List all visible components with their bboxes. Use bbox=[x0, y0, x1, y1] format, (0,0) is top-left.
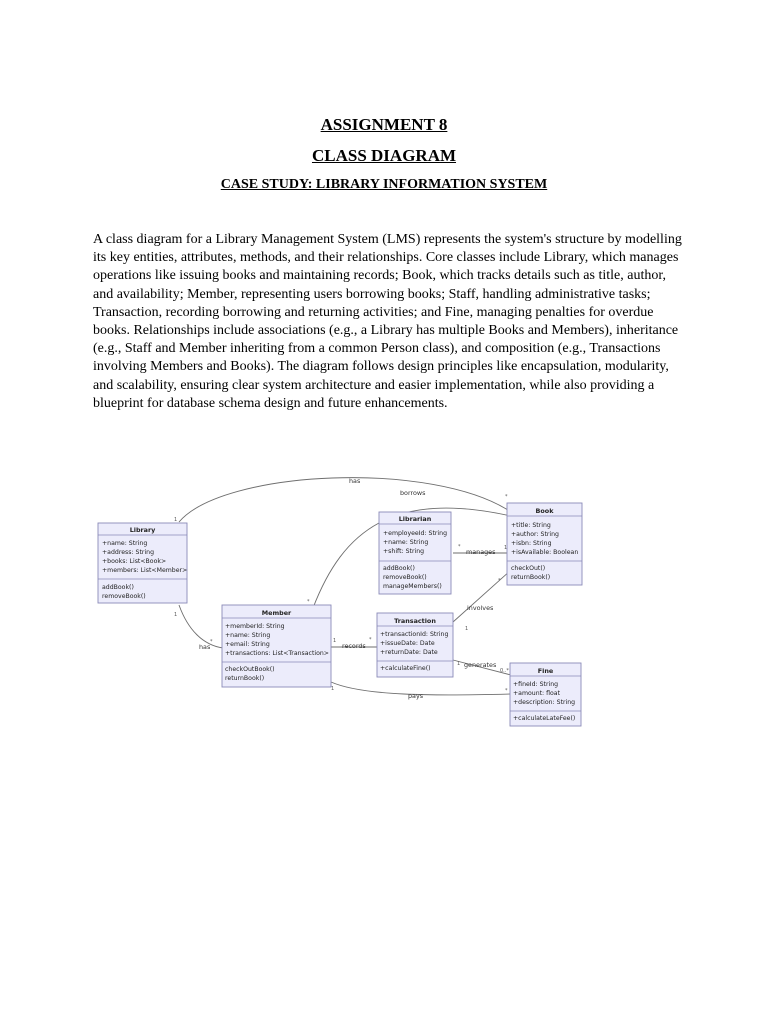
class-name: Librarian bbox=[398, 515, 432, 523]
multiplicity-label: * bbox=[505, 494, 508, 500]
class-attribute: +name: String bbox=[102, 540, 148, 547]
class-method: removeBook() bbox=[383, 574, 427, 581]
multiplicity-label: 1 bbox=[174, 517, 178, 523]
class-name: Fine bbox=[537, 667, 554, 675]
class-box-member bbox=[222, 605, 331, 687]
has-top-line bbox=[179, 478, 511, 522]
multiplicity-label: 1 bbox=[465, 626, 469, 632]
relation-label-records: records bbox=[342, 642, 366, 650]
involves-line bbox=[453, 570, 511, 622]
class-name: Library bbox=[129, 526, 156, 534]
class-diagram bbox=[93, 470, 593, 732]
class-name: Transaction bbox=[394, 617, 436, 625]
class-attribute: +transactionId: String bbox=[380, 631, 449, 638]
multiplicity-label: 1 bbox=[174, 612, 178, 618]
class-attribute: +email: String bbox=[225, 641, 270, 648]
class-method: addBook() bbox=[383, 565, 415, 572]
relation-label-borrows: borrows bbox=[400, 489, 426, 497]
relation-label-has-left: has bbox=[199, 643, 211, 651]
class-attribute: +shift: String bbox=[383, 548, 425, 555]
class-box-library bbox=[98, 523, 187, 603]
case-study-subtitle: CASE STUDY: LIBRARY INFORMATION SYSTEM bbox=[220, 177, 548, 192]
class-name: Member bbox=[261, 609, 292, 617]
class-attribute: +address: String bbox=[102, 549, 155, 556]
relation-label-involves: involves bbox=[467, 604, 494, 612]
class-attribute: +fineId: String bbox=[513, 681, 559, 688]
class-attribute: +employeeId: String bbox=[383, 530, 447, 537]
multiplicity-label: * bbox=[458, 544, 461, 550]
relation-label-pays: pays bbox=[408, 692, 424, 700]
class-attribute: +memberId: String bbox=[225, 623, 285, 630]
relation-label-has-top: has bbox=[349, 477, 361, 485]
relation-label-manages: manages bbox=[466, 548, 496, 556]
class-attribute: +returnDate: Date bbox=[380, 649, 438, 656]
multiplicity-label: 1 bbox=[331, 686, 335, 692]
class-box-fine bbox=[510, 663, 581, 726]
class-attribute: +title: String bbox=[511, 522, 551, 529]
class-method: manageMembers() bbox=[383, 583, 442, 590]
class-name: Book bbox=[535, 507, 554, 515]
class-attribute: +name: String bbox=[383, 539, 429, 546]
assignment-heading: ASSIGNMENT 8 bbox=[320, 115, 448, 134]
page-title: CLASS DIAGRAM bbox=[311, 146, 457, 165]
class-method: removeBook() bbox=[102, 593, 146, 600]
class-attribute: +isAvailable: Boolean bbox=[511, 549, 579, 556]
class-method: returnBook() bbox=[511, 574, 551, 581]
class-attribute: +amount: float bbox=[513, 690, 561, 697]
multiplicity-label: * bbox=[498, 578, 501, 584]
class-method: returnBook() bbox=[225, 675, 265, 682]
multiplicity-label: * bbox=[505, 688, 508, 694]
class-attribute: +isbn: String bbox=[511, 540, 552, 547]
class-attribute: +author: String bbox=[511, 531, 559, 538]
multiplicity-label: 1 bbox=[504, 545, 508, 551]
multiplicity-label: * bbox=[210, 639, 213, 645]
multiplicity-label: * bbox=[307, 599, 310, 605]
class-attribute: +books: List<Book> bbox=[102, 558, 167, 565]
class-box-librarian bbox=[379, 512, 451, 594]
class-method: +calculateFine() bbox=[380, 665, 431, 672]
relation-label-generates: generates bbox=[464, 661, 497, 669]
class-box-book bbox=[507, 503, 582, 585]
class-box-transaction bbox=[377, 613, 453, 677]
multiplicity-label: * bbox=[369, 637, 372, 643]
class-method: checkOutBook() bbox=[225, 666, 275, 673]
class-attribute: +issueDate: Date bbox=[380, 640, 435, 647]
class-method: checkOut() bbox=[511, 565, 546, 572]
multiplicity-label: 0..* bbox=[500, 668, 509, 674]
class-attribute: +name: String bbox=[225, 632, 271, 639]
description-paragraph: A class diagram for a Library Management System (LMS) represents the system's structure by modelling its key entities, attributes, methods, and their relationships. Core classes include Library, which manages operations like issuing books and maintaining records; Book, which tracks details such as title, author, and availability; Member, representing users borrowing books; Staff, handling administrative tasks; Transaction, recording borrowing and returning activities; and Fine, managing penalties for overdue books. Relationships include associations (e.g., a Library has multiple Books and Members), inheritance (e.g., Staff and Member inheriting from a common Person class), and composition (e.g., Transactions involving Members and Books). The diagram follows design principles like encapsulation, modularity, and scalability, ensuring clear system architecture and easier implementation, while also providing a blueprint for database schema design and future enhancements. bbox=[93, 232, 682, 411]
class-method: addBook() bbox=[102, 584, 134, 591]
has-left-line bbox=[179, 605, 223, 648]
multiplicity-label: 1 bbox=[333, 638, 337, 644]
class-method: +calculateLateFee() bbox=[513, 715, 576, 722]
multiplicity-label: 1 bbox=[457, 661, 461, 667]
class-attribute: +members: List<Member> bbox=[102, 567, 188, 574]
class-attribute: +transactions: List<Transaction> bbox=[225, 650, 329, 657]
class-attribute: +description: String bbox=[513, 699, 576, 706]
